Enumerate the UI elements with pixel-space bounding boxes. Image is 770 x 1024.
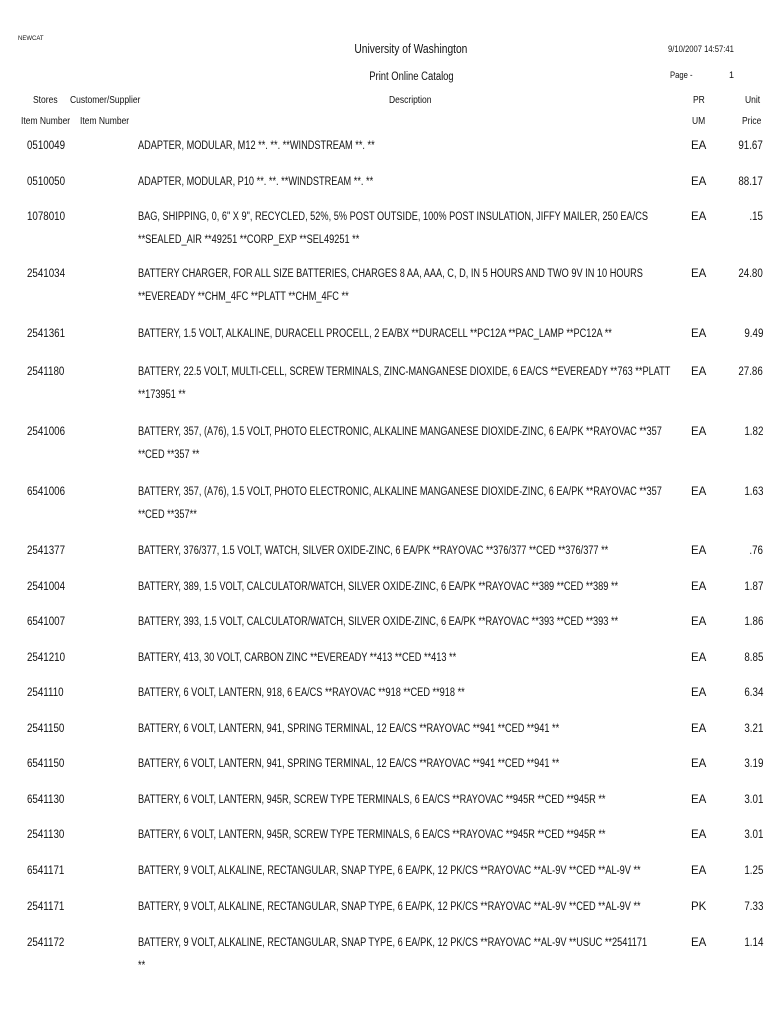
item-description-line: **CED **357 ** — [138, 449, 200, 461]
item-description-line: BATTERY, 413, 30 VOLT, CARBON ZINC **EVEREADY **413 **CED **413 ** — [138, 652, 457, 664]
item-description-line: BATTERY, 6 VOLT, LANTERN, 941, SPRING TERMINAL, 12 EA/CS **RAYOVAC **941 **CED **941 ** — [138, 723, 560, 735]
page-label: Page - — [670, 70, 693, 80]
item-number-text: 6541006 — [27, 486, 66, 498]
item-unit-price: 3.01 — [743, 829, 763, 841]
item-number-text: 1078010 — [27, 211, 66, 223]
item-unit-of-measure: EA — [691, 545, 707, 557]
column-header-supplier-sub — [80, 116, 138, 127]
item-number — [27, 647, 72, 669]
item-number-text: 2541130 — [27, 829, 65, 841]
item-unit-of-measure: EA — [691, 328, 707, 340]
item-number-text: 2541006 — [27, 426, 66, 438]
item-description — [138, 421, 770, 466]
report-title-text: University of Washington — [354, 42, 468, 56]
item-number — [27, 263, 72, 285]
item-unit-price: 1.14 — [743, 937, 763, 949]
column-header-stores-sub — [21, 116, 79, 127]
report-date: 9/10/2007 14:57:41 — [668, 44, 734, 54]
item-description — [138, 323, 770, 345]
item-description-line: BATTERY, 9 VOLT, ALKALINE, RECTANGULAR, SNAP TYPE, 6 EA/PK, 12 PK/CS **RAYOVAC **AL-9V **USUC **2541171 — [138, 937, 648, 949]
item-unit-price: .15 — [749, 211, 763, 223]
column-header-description — [389, 95, 439, 106]
column-header-price — [742, 116, 765, 127]
item-description — [138, 682, 770, 704]
item-description — [138, 860, 770, 882]
item-number — [27, 896, 71, 918]
item-unit-price: 27.86 — [738, 366, 763, 378]
item-number — [27, 135, 72, 157]
item-description — [138, 206, 770, 251]
column-header-um-text: UM — [692, 116, 706, 127]
item-description-line: BAG, SHIPPING, 0, 6" X 9", RECYCLED, 52%, 5% POST OUTSIDE, 100% POST INSULATION, JIFFY MAILER, 250 EA/CS — [138, 211, 648, 223]
item-unit-price: 3.01 — [743, 794, 763, 806]
item-description — [138, 135, 770, 157]
item-unit-price: 24.80 — [738, 268, 763, 280]
item-number — [27, 540, 72, 562]
column-header-supplier-text: Customer/Supplier — [70, 95, 141, 106]
item-unit-price: 91.67 — [738, 140, 763, 152]
item-unit-of-measure: EA — [691, 211, 707, 223]
item-description-line: BATTERY, 9 VOLT, ALKALINE, RECTANGULAR, SNAP TYPE, 6 EA/PK, 12 PK/CS **RAYOVAC **AL-9V **CED **AL-9V ** — [138, 865, 641, 877]
item-description-line: BATTERY, 6 VOLT, LANTERN, 945R, SCREW TYPE TERMINALS, 6 EA/CS **RAYOVAC **945R **CED **945R ** — [138, 794, 606, 806]
item-number — [27, 824, 71, 846]
item-unit-of-measure: EA — [691, 937, 707, 949]
item-number-text: 2541377 — [27, 545, 66, 557]
item-number — [27, 611, 72, 633]
item-unit-of-measure: EA — [691, 268, 707, 280]
item-description — [138, 824, 770, 846]
column-header-supplier — [70, 95, 153, 106]
item-description — [138, 932, 770, 977]
item-number — [27, 206, 72, 228]
item-number — [27, 932, 71, 954]
item-number — [27, 361, 71, 383]
item-description — [138, 171, 770, 193]
item-unit-of-measure: EA — [691, 581, 707, 593]
item-unit-price: 1.25 — [743, 865, 763, 877]
item-number-text: 2541172 — [27, 937, 65, 949]
item-description-line: ADAPTER, MODULAR, M12 **. **. **WINDSTREAM **. ** — [138, 140, 375, 152]
item-unit-of-measure: EA — [691, 829, 707, 841]
item-number — [27, 323, 72, 345]
item-number — [27, 171, 72, 193]
item-description-line: BATTERY, 22.5 VOLT, MULTI-CELL, SCREW TERMINALS, ZINC-MANGANESE DIOXIDE, 6 EA/CS **EVEREADY **763 **PLATT — [138, 366, 671, 378]
item-unit-of-measure: EA — [691, 723, 707, 735]
item-unit-price: .76 — [749, 545, 763, 557]
item-unit-price: 88.17 — [738, 176, 763, 188]
report-title — [0, 42, 770, 56]
item-description-line: BATTERY, 376/377, 1.5 VOLT, WATCH, SILVER OXIDE-ZINC, 6 EA/PK **RAYOVAC **376/377 **CED **376/377 ** — [138, 545, 609, 557]
column-header-price-text: Price — [742, 116, 762, 127]
item-number-text: 2541004 — [27, 581, 66, 593]
item-number — [27, 753, 71, 775]
item-description — [138, 263, 770, 308]
item-number — [27, 682, 70, 704]
item-description — [138, 896, 770, 918]
column-header-unit — [745, 95, 763, 106]
item-description-line: BATTERY, 9 VOLT, ALKALINE, RECTANGULAR, SNAP TYPE, 6 EA/PK, 12 PK/CS **RAYOVAC **AL-9V **CED **AL-9V ** — [138, 901, 641, 913]
item-description-line: BATTERY, 393, 1.5 VOLT, CALCULATOR/WATCH, SILVER OXIDE-ZINC, 6 EA/PK **RAYOVAC **393 **CED **393 ** — [138, 616, 619, 628]
item-unit-of-measure: EA — [691, 687, 707, 699]
item-number-text: 0510049 — [27, 140, 66, 152]
column-header-unit-text: Unit — [745, 95, 761, 106]
item-description — [138, 789, 770, 811]
item-description — [138, 753, 770, 775]
item-description-line: BATTERY, 389, 1.5 VOLT, CALCULATOR/WATCH, SILVER OXIDE-ZINC, 6 EA/PK **RAYOVAC **389 **CED **389 ** — [138, 581, 619, 593]
item-description — [138, 481, 770, 526]
item-unit-of-measure: EA — [691, 794, 707, 806]
item-description-line: BATTERY, 357, (A76), 1.5 VOLT, PHOTO ELECTRONIC, ALKALINE MANGANESE DIOXIDE-ZINC, 6 EA/PK **RAYOVAC **357 — [138, 486, 662, 498]
column-header-stores — [33, 95, 62, 106]
item-unit-of-measure: PK — [691, 901, 707, 913]
item-unit-of-measure: EA — [691, 366, 707, 378]
item-unit-price: 6.34 — [743, 687, 763, 699]
item-number-text: 2541110 — [27, 687, 64, 699]
item-description-line: BATTERY, 1.5 VOLT, ALKALINE, DURACELL PROCELL, 2 EA/BX **DURACELL **PC12A **PAC_LAMP **PC12A ** — [138, 328, 612, 340]
item-description — [138, 540, 770, 562]
item-number-text: 2541361 — [27, 328, 66, 340]
item-description-line: **173951 ** — [138, 389, 186, 401]
item-description-line: BATTERY CHARGER, FOR ALL SIZE BATTERIES, CHARGES 8 AA, AAA, C, D, IN 5 HOURS AND TWO 9V IN 10 HOURS — [138, 268, 643, 280]
item-description-line: BATTERY, 6 VOLT, LANTERN, 918, 6 EA/CS **RAYOVAC **918 **CED **918 ** — [138, 687, 465, 699]
report-code: NEWCAT — [18, 36, 44, 42]
item-unit-price: 8.85 — [743, 652, 763, 664]
item-number-text: 2541034 — [27, 268, 66, 280]
item-number-text: 2541150 — [27, 723, 65, 735]
item-description — [138, 611, 770, 633]
column-header-stores-text: Stores — [33, 95, 58, 106]
item-description — [138, 718, 770, 740]
item-unit-price: 9.49 — [743, 328, 763, 340]
item-unit-price: 1.86 — [743, 616, 763, 628]
item-number — [27, 789, 71, 811]
item-number-text: 6541007 — [27, 616, 66, 628]
item-number-text: 2541180 — [27, 366, 65, 378]
item-number — [27, 718, 71, 740]
item-unit-of-measure: EA — [691, 140, 707, 152]
item-number-text: 6541171 — [27, 865, 65, 877]
item-unit-of-measure: EA — [691, 426, 707, 438]
column-header-pr — [693, 95, 707, 106]
report-subtitle-text: Print Online Catalog — [368, 71, 454, 83]
item-description-line: **SEALED_AIR **49251 **CORP_EXP **SEL49251 ** — [138, 234, 360, 246]
item-number — [27, 860, 71, 882]
column-header-stores-sub-text: Item Number — [21, 116, 71, 127]
item-number-text: 2541171 — [27, 901, 65, 913]
item-unit-price: 1.87 — [743, 581, 763, 593]
item-description-line: BATTERY, 6 VOLT, LANTERN, 945R, SCREW TYPE TERMINALS, 6 EA/CS **RAYOVAC **945R **CED **945R ** — [138, 829, 606, 841]
column-header-description-text: Description — [389, 95, 432, 106]
column-header-pr-text: PR — [693, 95, 705, 106]
item-unit-price: 1.63 — [743, 486, 763, 498]
item-unit-of-measure: EA — [691, 758, 707, 770]
item-number-text: 6541150 — [27, 758, 65, 770]
item-description-line: ADAPTER, MODULAR, P10 **. **. **WINDSTREAM **. ** — [138, 176, 374, 188]
item-description-line: BATTERY, 357, (A76), 1.5 VOLT, PHOTO ELECTRONIC, ALKALINE MANGANESE DIOXIDE-ZINC, 6 EA/PK **RAYOVAC **357 — [138, 426, 662, 438]
item-description — [138, 361, 770, 406]
item-unit-of-measure: EA — [691, 652, 707, 664]
item-unit-price: 1.82 — [743, 426, 763, 438]
item-number — [27, 576, 72, 598]
item-description-line: **CED **357** — [138, 509, 197, 521]
item-description — [138, 576, 770, 598]
item-unit-of-measure: EA — [691, 176, 707, 188]
item-unit-of-measure: EA — [691, 616, 707, 628]
item-unit-price: 3.19 — [743, 758, 763, 770]
item-unit-price: 7.33 — [743, 901, 763, 913]
item-description-line: ** — [138, 960, 146, 972]
item-number-text: 0510050 — [27, 176, 66, 188]
page-number: 1 — [729, 70, 735, 80]
item-description-line: BATTERY, 6 VOLT, LANTERN, 941, SPRING TERMINAL, 12 EA/CS **RAYOVAC **941 **CED **941 ** — [138, 758, 560, 770]
column-header-supplier-sub-text: Item Number — [80, 116, 130, 127]
item-unit-of-measure: EA — [691, 865, 707, 877]
column-header-um — [692, 116, 708, 127]
item-unit-price: 3.21 — [743, 723, 763, 735]
item-unit-of-measure: EA — [691, 486, 707, 498]
report-subtitle — [0, 71, 770, 83]
item-description — [138, 647, 770, 669]
item-number-text: 6541130 — [27, 794, 65, 806]
item-number — [27, 421, 72, 443]
item-number — [27, 481, 72, 503]
item-description-line: **EVEREADY **CHM_4FC **PLATT **CHM_4FC ** — [138, 291, 349, 303]
item-number-text: 2541210 — [27, 652, 66, 664]
